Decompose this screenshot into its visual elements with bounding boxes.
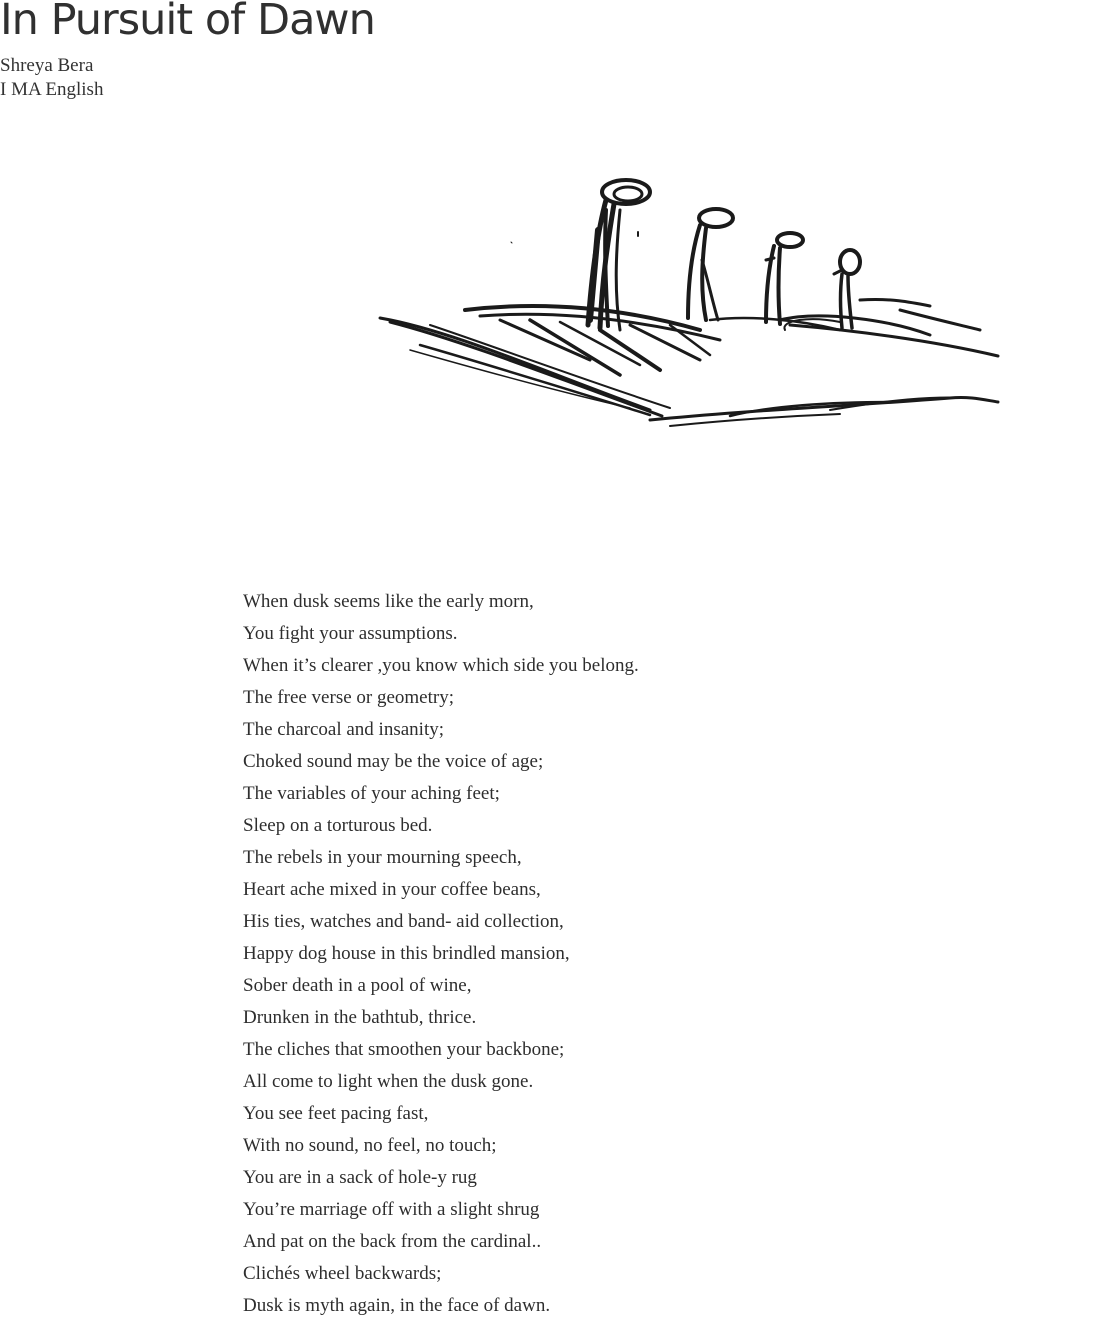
poem-line: Heart ache mixed in your coffee beans, [243, 879, 541, 900]
author-course: I MA English [0, 79, 104, 100]
poem-line: When dusk seems like the early morn, [243, 591, 534, 612]
poem-line: You fight your assumptions. [243, 623, 458, 644]
poem-body [243, 586, 639, 1322]
poem-line: You are in a sack of hole-y rug [243, 1167, 477, 1188]
poem-line: The variables of your aching feet; [243, 783, 500, 804]
poem-line: All come to light when the dusk gone. [243, 1071, 534, 1092]
poem-line: You’re marriage off with a slight shrug [243, 1199, 540, 1220]
poem-line: Sleep on a torturous bed. [243, 815, 433, 836]
poem-line: The free verse or geometry; [243, 687, 455, 708]
poem-line: With no sound, no feel, no touch; [243, 1135, 497, 1156]
poem-line: The cliches that smoothen your backbone; [243, 1039, 565, 1060]
sketch-figure-3 [766, 233, 803, 324]
poem-line: His ties, watches and band- aid collection, [243, 911, 564, 932]
page-title: In Pursuit of Dawn [0, 0, 375, 45]
author-name: Shreya Bera [0, 55, 94, 76]
byline [0, 54, 103, 102]
poem-line: Choked sound may be the voice of age; [243, 751, 544, 772]
poem-line: And pat on the back from the cardinal.. [243, 1231, 542, 1252]
sketch-figure-2 [688, 209, 733, 320]
poem-line: Sober death in a pool of wine, [243, 975, 472, 996]
poem-line: The charcoal and insanity; [243, 719, 445, 740]
poem-line: When it’s clearer ,you know which side you belong. [243, 655, 639, 676]
poem-line: Happy dog house in this brindled mansion, [243, 943, 570, 964]
poem-line: Dusk is myth again, in the face of dawn. [243, 1295, 551, 1316]
poem-line: Clichés wheel backwards; [243, 1263, 442, 1284]
poem-line: The rebels in your mourning speech, [243, 847, 522, 868]
poem-line: Drunken in the bathtub, thrice. [243, 1007, 477, 1028]
poem-line: You see feet pacing fast, [243, 1103, 429, 1124]
sketch-mark [511, 242, 512, 243]
sketch-figure-1 [588, 180, 650, 330]
sketch-figures-image [370, 170, 1010, 440]
sketch-illustration [370, 170, 1010, 440]
